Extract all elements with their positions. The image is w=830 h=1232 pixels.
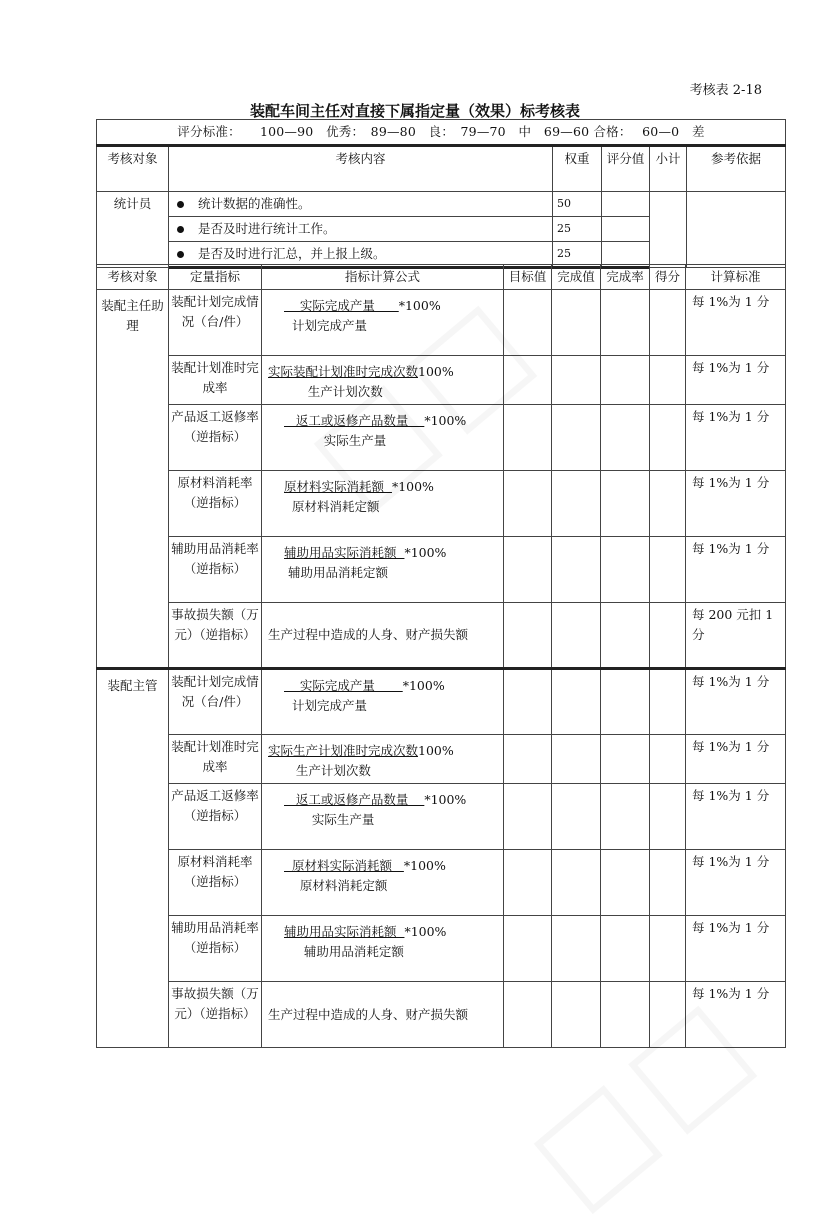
- subtotal-cell: [650, 192, 687, 268]
- header-actual: 完成值: [552, 265, 601, 290]
- rate-cell: [601, 290, 650, 356]
- target-value-cell: [504, 356, 552, 405]
- rate-cell: [601, 669, 650, 735]
- item-weight: 25: [553, 242, 602, 268]
- target-value-cell: [504, 405, 552, 471]
- score-cell: [650, 916, 686, 982]
- table-row: [97, 735, 786, 784]
- bullet-icon: [177, 201, 184, 208]
- formula-cell: [262, 669, 504, 735]
- actual-cell: [552, 405, 601, 471]
- indicator-name: 产品返工返修率（逆指标）: [169, 405, 262, 471]
- target-value-cell: [504, 290, 552, 356]
- formula-numerator: 辅助用品实际消耗额: [284, 545, 405, 560]
- actual-cell: [552, 735, 601, 784]
- formula-cell: [262, 850, 504, 916]
- formula-denominator: 计划完成产量: [284, 318, 367, 333]
- table-row: [97, 982, 786, 1048]
- table-row: [97, 784, 786, 850]
- indicator-name: 装配计划完成情况（台/件）: [169, 290, 262, 356]
- formula-multiplier: *100%: [404, 545, 447, 560]
- actual-cell: [552, 784, 601, 850]
- indicator-name: 装配计划准时完成率: [169, 735, 262, 784]
- table-row: [97, 916, 786, 982]
- rate-cell: [601, 405, 650, 471]
- score-cell: [650, 356, 686, 405]
- header-score: 得分: [650, 265, 686, 290]
- formula-multiplier: *100%: [403, 858, 446, 873]
- score-cell: [650, 669, 686, 735]
- formula-denominator: 计划完成产量: [284, 698, 367, 713]
- indicator-name: 辅助用品消耗率（逆指标）: [169, 916, 262, 982]
- table-row: [97, 405, 786, 471]
- formula-denominator: 原材料消耗定额: [284, 878, 388, 893]
- calc-standard: 每 1%为 1 分: [686, 290, 786, 356]
- table-row: [97, 290, 786, 356]
- calc-standard: 每 200 元扣 1 分: [686, 603, 786, 669]
- indicator-name: 原材料消耗率（逆指标）: [169, 850, 262, 916]
- formula-cell: [262, 735, 504, 784]
- header-content: 考核内容: [169, 146, 553, 192]
- rate-cell: [601, 356, 650, 405]
- header-subtotal: 小计: [650, 146, 687, 192]
- formula-denominator: 辅助用品消耗定额: [284, 565, 388, 580]
- target-value-cell: [504, 669, 552, 735]
- rate-cell: [601, 471, 650, 537]
- header-weight: 权重: [553, 146, 602, 192]
- header-target: 考核对象: [97, 265, 169, 290]
- formula-numerator: 原材料实际消耗额: [284, 858, 404, 873]
- header-basis: 参考依据: [687, 146, 786, 192]
- header-target: 考核对象: [97, 146, 169, 192]
- score-cell: [602, 192, 650, 217]
- formula-numerator: 返工或返修产品数量: [284, 792, 425, 807]
- calc-standard: 每 1%为 1 分: [686, 982, 786, 1048]
- actual-cell: [552, 982, 601, 1048]
- table-row: [97, 669, 786, 735]
- formula-cell: [262, 471, 504, 537]
- indicator-name: 装配计划准时完成率: [169, 356, 262, 405]
- actual-cell: [552, 603, 601, 669]
- header-target-value: 目标值: [504, 265, 552, 290]
- bullet-icon: [177, 226, 184, 233]
- table-row: [97, 603, 786, 669]
- header-formula: 指标计算公式: [262, 265, 504, 290]
- statistician-name: 统计员: [97, 192, 169, 268]
- target-value-cell: [504, 784, 552, 850]
- basis-cell: [687, 192, 786, 268]
- rate-cell: [601, 916, 650, 982]
- formula-denominator: 实际生产量: [284, 812, 375, 827]
- assistant-name: 装配主任助理: [97, 290, 169, 669]
- formula-denominator: 原材料消耗定额: [284, 499, 380, 514]
- formula-numerator: 原材料实际消耗额: [284, 479, 392, 494]
- item-weight: 50: [553, 192, 602, 217]
- target-value-cell: [504, 850, 552, 916]
- list-item: 是否及时进行统计工作。: [169, 217, 553, 242]
- formula-cell: [262, 916, 504, 982]
- formula-cell: 生产过程中造成的人身、财产损失额: [262, 982, 504, 1048]
- calc-standard: 每 1%为 1 分: [686, 471, 786, 537]
- actual-cell: [552, 916, 601, 982]
- formula-multiplier: *100%: [424, 413, 467, 428]
- score-cell: [602, 217, 650, 242]
- table-row: [97, 356, 786, 405]
- calc-standard: 每 1%为 1 分: [686, 356, 786, 405]
- grading-standard: 评分标准： 100—90 优秀： 89—80 良： 79—70 中 69—60 合格： 60—0 差: [97, 120, 786, 146]
- formula-multiplier: 100%: [418, 743, 454, 758]
- formula-numerator: 辅助用品实际消耗额: [284, 924, 405, 939]
- calc-standard: 每 1%为 1 分: [686, 537, 786, 603]
- score-cell: [650, 537, 686, 603]
- formula-cell: [262, 290, 504, 356]
- formula-numerator: 返工或返修产品数量: [284, 413, 425, 428]
- formula-cell: [262, 356, 504, 405]
- score-cell: [650, 290, 686, 356]
- calc-standard: 每 1%为 1 分: [686, 669, 786, 735]
- target-value-cell: [504, 471, 552, 537]
- rate-cell: [601, 850, 650, 916]
- target-value-cell: [504, 982, 552, 1048]
- table-row: [97, 537, 786, 603]
- formula-multiplier: *100%: [398, 298, 441, 313]
- formula-numerator: 实际生产计划准时完成次数: [268, 743, 419, 758]
- actual-cell: [552, 669, 601, 735]
- calc-standard: 每 1%为 1 分: [686, 405, 786, 471]
- calc-standard: 每 1%为 1 分: [686, 784, 786, 850]
- header-score: 评分值: [602, 146, 650, 192]
- formula-numerator: 实际完成产量: [284, 678, 403, 693]
- formula-denominator: 生产计划次数: [268, 763, 371, 778]
- statistician-table: [96, 119, 786, 269]
- actual-cell: [552, 356, 601, 405]
- rate-cell: [601, 603, 650, 669]
- target-value-cell: [504, 537, 552, 603]
- score-cell: [650, 850, 686, 916]
- table-number: 考核表 2-18: [689, 83, 762, 98]
- indicator-name: 原材料消耗率（逆指标）: [169, 471, 262, 537]
- item-weight: 25: [553, 217, 602, 242]
- formula-multiplier: *100%: [391, 479, 434, 494]
- score-cell: [650, 735, 686, 784]
- score-cell: [650, 603, 686, 669]
- header-rate: 完成率: [601, 265, 650, 290]
- calc-standard: 每 1%为 1 分: [686, 735, 786, 784]
- calc-standard: 每 1%为 1 分: [686, 916, 786, 982]
- actual-cell: [552, 537, 601, 603]
- score-cell: [650, 471, 686, 537]
- formula-denominator: 生产计划次数: [268, 384, 383, 399]
- table-row: [97, 471, 786, 537]
- bullet-icon: [177, 251, 184, 258]
- rate-cell: [601, 735, 650, 784]
- page-title: 装配车间主任对直接下属指定量（效果）标考核表: [249, 102, 580, 120]
- formula-denominator: 实际生产量: [284, 433, 387, 448]
- formula-multiplier: 100%: [418, 364, 454, 379]
- formula-numerator: 实际装配计划准时完成次数: [268, 364, 419, 379]
- header-indicator: 定量指标: [169, 265, 262, 290]
- formula-cell: [262, 405, 504, 471]
- target-value-cell: [504, 603, 552, 669]
- formula-multiplier: *100%: [402, 678, 445, 693]
- formula-denominator: 辅助用品消耗定额: [284, 944, 404, 959]
- indicator-name: 产品返工返修率（逆指标）: [169, 784, 262, 850]
- actual-cell: [552, 471, 601, 537]
- score-cell: [650, 405, 686, 471]
- rate-cell: [601, 784, 650, 850]
- table-row: [97, 850, 786, 916]
- formula-numerator: 实际完成产量: [284, 298, 399, 313]
- actual-cell: [552, 290, 601, 356]
- formula-cell: 生产过程中造成的人身、财产损失额: [262, 603, 504, 669]
- rate-cell: [601, 982, 650, 1048]
- calc-standard: 每 1%为 1 分: [686, 850, 786, 916]
- indicator-name: 事故损失额（万元）（逆指标）: [169, 603, 262, 669]
- indicator-table: [96, 264, 786, 1048]
- actual-cell: [552, 850, 601, 916]
- list-item: 是否及时进行汇总，并上报上级。: [169, 242, 553, 268]
- formula-cell: [262, 784, 504, 850]
- rate-cell: [601, 537, 650, 603]
- formula-multiplier: *100%: [404, 924, 447, 939]
- score-cell: [650, 784, 686, 850]
- formula-multiplier: *100%: [424, 792, 467, 807]
- indicator-name: 事故损失额（万元）（逆指标）: [169, 982, 262, 1048]
- target-value-cell: [504, 735, 552, 784]
- formula-cell: [262, 537, 504, 603]
- target-value-cell: [504, 916, 552, 982]
- score-cell: [650, 982, 686, 1048]
- list-item: 统计数据的准确性。: [169, 192, 553, 217]
- indicator-name: 装配计划完成情况（台/件）: [169, 669, 262, 735]
- supervisor-name: 装配主管: [97, 669, 169, 1048]
- header-standard: 计算标准: [686, 265, 786, 290]
- indicator-name: 辅助用品消耗率（逆指标）: [169, 537, 262, 603]
